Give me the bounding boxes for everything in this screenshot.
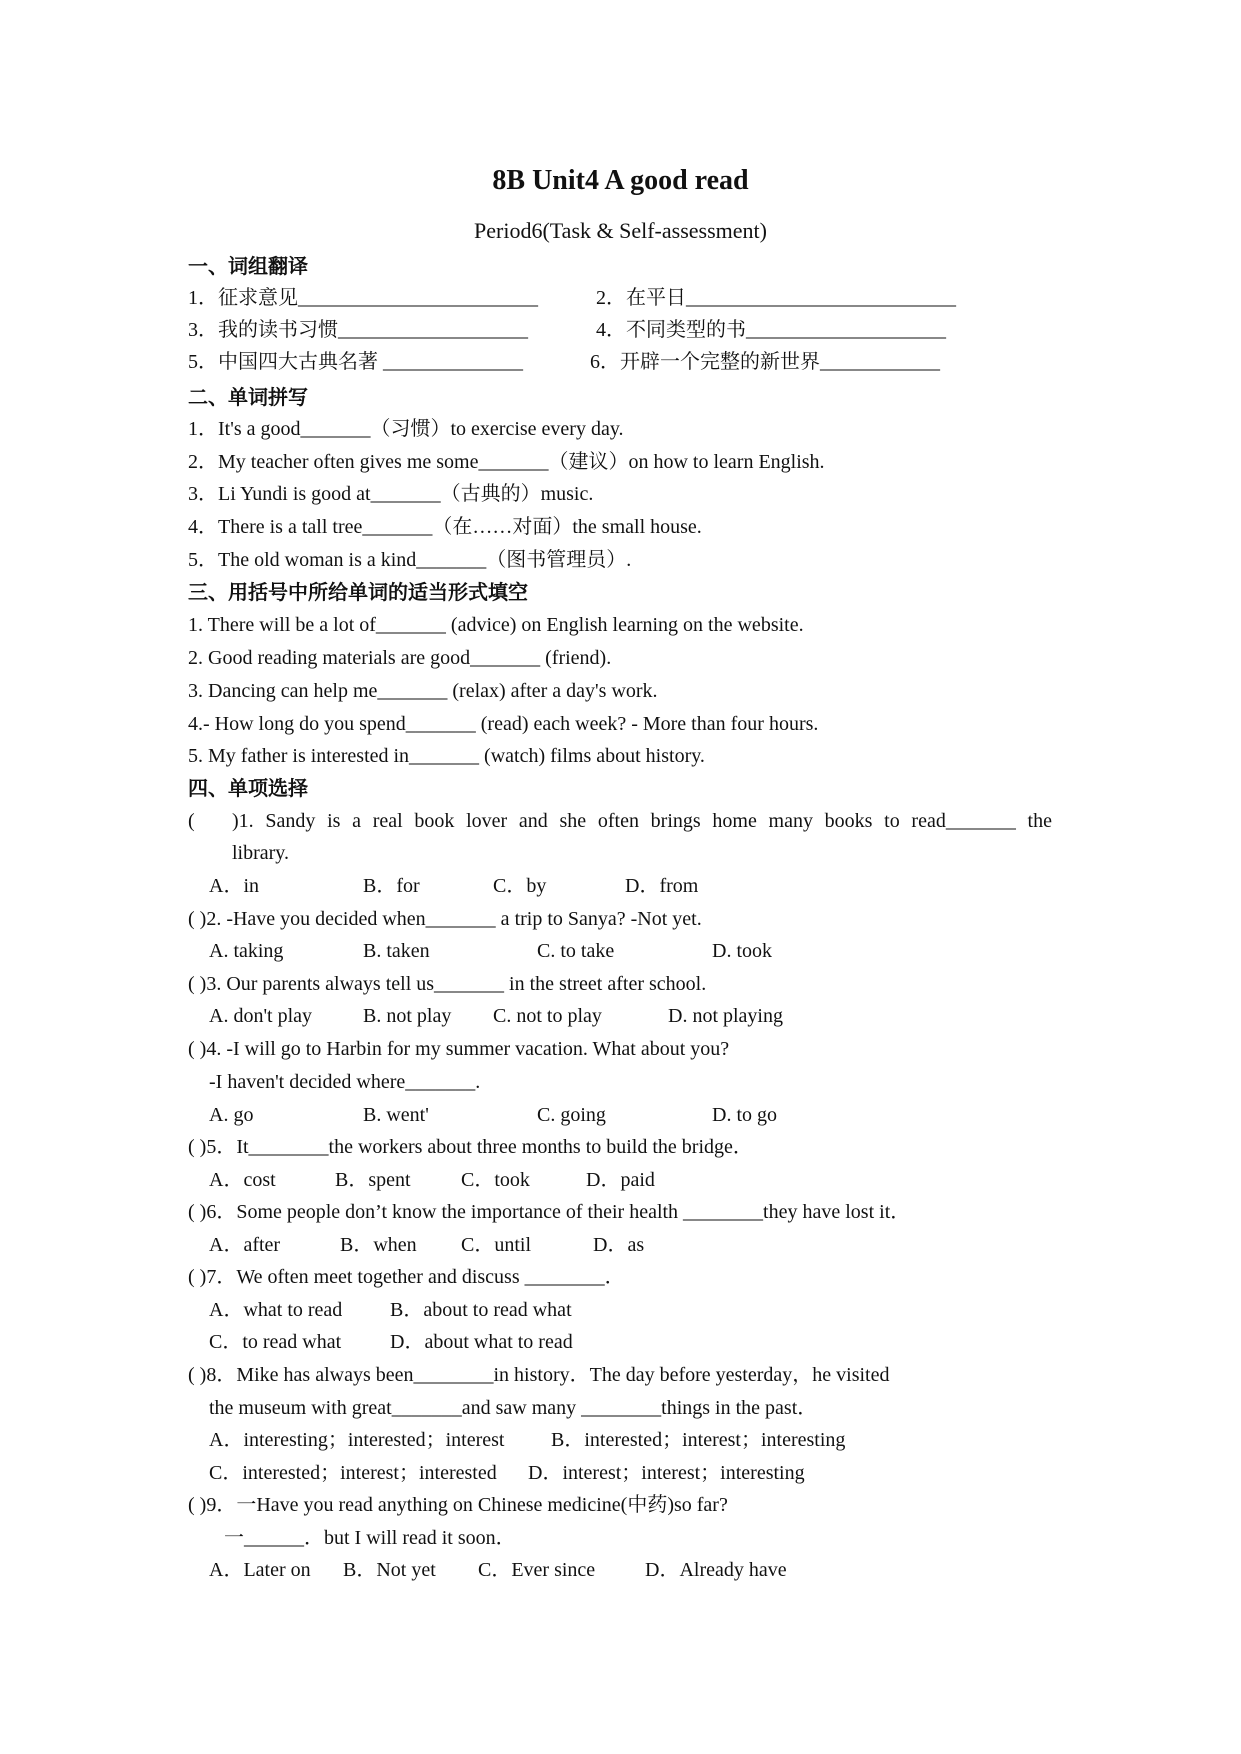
spelling-item-2: 2．My teacher often gives me some_______（建议）on how to learn English. [188,451,825,473]
fill-item-5: 5. My father is interested in_______ (watch) films about history. [188,745,705,767]
question-5-text: ( )5．It________the workers about three months to build the bridge． [188,1136,753,1158]
q2-option-a: A. taking [209,940,284,962]
question-2-text: ( )2. -Have you decided when_______ a trip to Sanya? -Not yet. [188,908,702,930]
spelling-item-3: 3．Li Yundi is good at_______（古典的）music. [188,483,594,505]
q1-option-a: A．in [209,875,259,897]
phrase-item-5: 5．中国四大古典名著 ______________ [188,351,523,373]
spelling-item-4: 4．There is a tall tree_______（在……对面）the small house. [188,516,702,538]
question-1-paren: ( [188,810,195,832]
q9-option-d: D．Already have [645,1559,787,1581]
q4-option-c: C. going [537,1104,606,1126]
phrase-item-6: 6．开辟一个完整的新世界____________ [590,351,940,373]
phrase-item-3: 3．我的读书习惯___________________ [188,319,528,341]
question-3-text: ( )3. Our parents always tell us_______ in the street after school. [188,973,707,995]
q7-option-c: C．to read what [209,1331,342,1353]
q8-option-a: A．interesting；interested；interest [209,1429,505,1451]
q1-option-c: C．by [493,875,547,897]
fill-item-4: 4.- How long do you spend_______ (read) each week? - More than four hours. [188,713,819,735]
q2-option-d: D. took [712,940,772,962]
question-7-text: ( )7．We often meet together and discuss ________． [188,1266,625,1288]
q6-option-c: C．until [461,1234,532,1256]
q5-option-a: A．cost [209,1169,276,1191]
q4-option-a: A. go [209,1104,254,1126]
q8-option-b: B．interested；interest；interesting [551,1429,846,1451]
question-1-text: )1. Sandy is a real book lover and she often brings home many books to read_______ the [232,810,1052,832]
q6-option-d: D．as [593,1234,645,1256]
q8-option-d: D．interest；interest；interesting [528,1462,805,1484]
q2-option-c: C. to take [537,940,615,962]
phrase-item-4: 4．不同类型的书____________________ [596,319,946,341]
q7-option-a: A．what to read [209,1299,343,1321]
question-4-continuation: -I haven't decided where_______. [209,1071,481,1093]
q5-option-b: B．spent [335,1169,411,1191]
fill-item-2: 2. Good reading materials are good_______ (friend). [188,647,612,669]
section-4-heading: 四、单项选择 [188,776,308,800]
question-8-text: ( )8．Mike has always been________in history．The day before yesterday，he visited [188,1364,890,1386]
question-4-text: ( )4. -I will go to Harbin for my summer vacation. What about you? [188,1038,730,1060]
fill-item-3: 3. Dancing can help me_______ (relax) after a day's work. [188,680,658,702]
spelling-item-1: 1．It's a good_______（习惯）to exercise every day. [188,418,624,440]
q6-option-b: B．when [340,1234,417,1256]
fill-item-1: 1. There will be a lot of_______ (advice) on English learning on the website. [188,614,804,636]
section-3-heading: 三、用括号中所给单词的适当形式填空 [188,580,528,604]
q3-option-a: A. don't play [209,1005,313,1027]
question-8-continuation: the museum with great_______and saw many ________things in the past． [209,1397,818,1419]
q2-option-b: B. taken [363,940,430,962]
q7-option-d: D．about what to read [390,1331,573,1353]
q7-option-b: B．about to read what [390,1299,572,1321]
question-9-text: ( )9．一Have you read anything on Chinese medicine(中药)so far? [188,1494,728,1516]
page-subtitle: Period6(Task & Self-assessment) [474,218,767,243]
question-6-text: ( )6．Some people don’t know the importance of their health ________they have lost it． [188,1201,911,1223]
q1-option-b: B．for [363,875,420,897]
q6-option-a: A．after [209,1234,281,1256]
q5-option-d: D．paid [586,1169,655,1191]
section-2-heading: 二、单词拼写 [188,385,308,409]
spelling-item-5: 5．The old woman is a kind_______（图书管理员）. [188,549,632,571]
q4-option-b: B. went' [363,1104,429,1126]
phrase-item-1: 1．征求意见________________________ [188,287,538,309]
q9-option-b: B．Not yet [343,1559,436,1581]
q3-option-b: B. not play [363,1005,452,1027]
q9-option-a: A．Later on [209,1559,311,1581]
section-1-heading: 一、词组翻译 [188,254,308,278]
q1-option-d: D．from [625,875,699,897]
q4-option-d: D. to go [712,1104,777,1126]
question-1-continuation: library. [232,842,290,864]
q9-option-c: C．Ever since [478,1559,596,1581]
q3-option-d: D. not playing [668,1005,783,1027]
q5-option-c: C．took [461,1169,530,1191]
phrase-item-2: 2．在平日___________________________ [596,287,956,309]
q3-option-c: C. not to play [493,1005,602,1027]
q8-option-c: C．interested；interest；interested [209,1462,497,1484]
question-9-continuation: 一______．but I will read it soon． [224,1527,516,1549]
page-title: 8B Unit4 A good read [492,165,749,196]
